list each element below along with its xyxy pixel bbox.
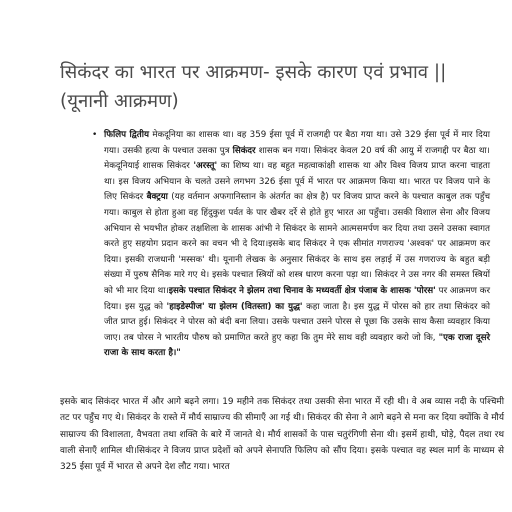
bold-phrase: फिलिप द्वितीय: [104, 130, 150, 140]
bold-phrase: बैक्ट्रया: [146, 192, 168, 203]
article-title: [60, 58, 500, 116]
bold-phrase: 'हाइडेस्पीज' या झेलम (वितस्ता) का युद्ध': [166, 301, 303, 312]
title-line-1: सिकंदर का भारत पर आक्रमण- इसके कारण एवं प्रभाव ||: [60, 62, 447, 83]
text-run: (यह वर्तमान अफगानिस्तान के अंतर्गत का क्षेत्र है) पर विजय प्राप्त करने के पश्चात काबुल तक पहुँच गया। काबुल से होता हुआ वह हिंदुकुश पर्वत के पार खैबर दर्रे से होते हुए भारत आ पहुँचा। उसकी विशाल सेना और विजय अभियान से भयभीत होकर तक्षशिला के शासक आंभी ने सिकंदर के सामने आत्मसमर्पण कर दिया तथा उसने उसका स्वागत करते हुए सहयोग प्रदान करने का वचन भी दे दिया।इसके बाद सिकंदर ने एक सीमांत गणराज्य 'अश्वक' पर आक्रमण कर दिया। इसकी राजधानी 'मस्सक' थी। यूनानी लेखक के अनुसार सिकंदर के साथ इस लड़ाई में उस गणराज्य के बहुत बड़ी संख्या में पुरुष सैनिक मारे गए थे। इसके पश्चात स्त्रियों को शस्त्र धारण करना पड़ा था। सिकंदर ने उस नगर की समस्त स्त्रियों को भी मार दिया था।: [104, 192, 490, 296]
text-run: पर आक्रमण कर दिया। इस युद्ध को: [104, 285, 490, 312]
text-run: शासक बन गया। सिकंदर केवल 20 वर्ष की आयु में राजगद्दी पर बैठा था। मेकदूनियाई शासक सिकंदर: [104, 145, 490, 172]
title-line-2: (यूनानी आक्रमण): [60, 91, 179, 112]
body-paragraph: इसके बाद सिकंदर भारत में और आगे बढ़ने लगा। 19 महीने तक सिकंदर तथा उसकी सेना भारत में रही थी। वे अब व्यास नदी के पश्चिमी तट पर पहुँच गए थे। सिकंदर के रास्ते में मौर्य साम्राज्य की सीमाएँ आ गई थी। सिकंदर की सेना ने आगे बढ़ने से मना कर दिया क्योंकि वे मौर्य साम्राज्य की विशालता, वैभवता तथा शक्ति के बारे में जानते थे। मौर्य शासकों के पास चतुरंगिणी सेना थी। इसमें हाथी, घोड़े, पैदल तथा रथ वाली सेनाएँ शामिल थी।सिकंदर ने विजय प्राप्त प्रदेशों को अपने सेनापति फिलिप को सौंप दिया। इसके पश्चात वह स्थल मार्ग के माध्यम से 325 ईसा पूर्व में भारत से अपने देश लौट गया। भारत: [60, 397, 504, 473]
bold-phrase: "एक राजा दूसरे राजा के साथ करता है।": [104, 332, 490, 359]
text-run: कहा जाता है। इस युद्ध में पोरस को हार तथा सिकंदर को जीत प्राप्त हुई। सिकंदर ने पोरस को बंदी बना लिया। उसके पश्चात उसने पोरस से पूछा कि उसके साथ कैसा व्यवहार किया जाए। तब पोरस ने भारतीय पौरुष को प्रमाणित करते हुए कहा कि तुम मेरे साथ वही व्यवहार करो जो कि,: [104, 301, 490, 343]
bullet-paragraph: [104, 128, 490, 362]
bold-phrase: सिकंदर: [232, 145, 256, 156]
bullet-marker: •: [92, 130, 98, 140]
text-run: मेकदूनिया का शासक था। वह 359 ईसा पूर्व में राजगद्दी पर बैठा गया था। उसे 329 ईसा पूर्व में मार दिया गया। उसकी हत्या के पश्चात उसका पुत्र: [104, 130, 490, 156]
bold-phrase: इसके पश्चात सिकंदर ने झेलम तथा चिनाव के मध्यवर्ती क्षेत्र पंजाब के शासक 'पोरस': [168, 285, 436, 296]
bold-phrase: 'अरस्तू': [193, 161, 218, 172]
text-run: का शिष्य था। वह बहुत महत्वाकांक्षी शासक था और विश्व विजय प्राप्त करना चाहता था। इस विजय अभियान के चलते उसने लगभग 326 ईसा पूर्व में भारत पर आक्रमण किया था। भारत पर विजय पाने के लिए सिकंदर: [104, 161, 490, 203]
